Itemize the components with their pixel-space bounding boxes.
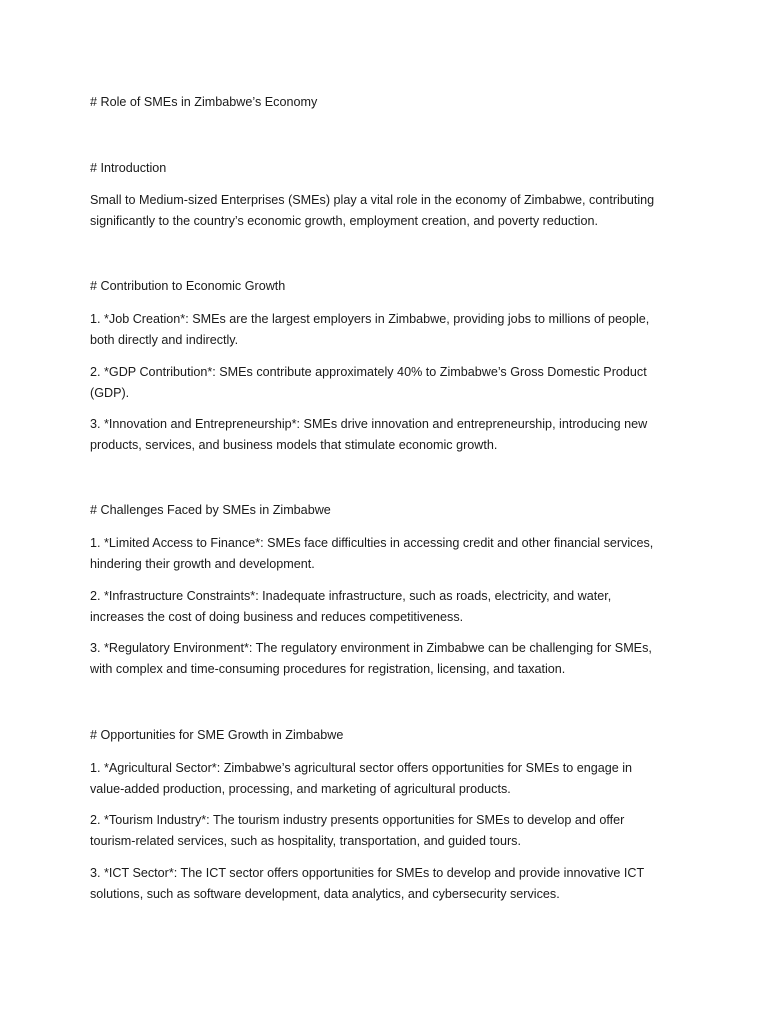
list-item <box>90 586 680 627</box>
list-item-line: 1. *Agricultural Sector*: Zimbabwe’s agricultural sector offers opportunities for SMEs to engage in <box>90 761 633 775</box>
list-item-line: 1. *Limited Access to Finance*: SMEs face difficulties in accessing credit and other financial services, <box>90 536 654 550</box>
introduction-heading: # Introduction <box>90 161 167 175</box>
list-item <box>90 309 680 350</box>
growth-heading: # Contribution to Economic Growth <box>90 279 286 293</box>
list-item-line: (GDP). <box>90 385 130 400</box>
list-item-line: increases the cost of doing business and reduces competitiveness. <box>90 609 464 624</box>
list-item-line: 3. *Regulatory Environment*: The regulatory environment in Zimbabwe can be challenging for SMEs, <box>90 641 652 655</box>
introduction-paragraph <box>90 190 680 231</box>
list-item <box>90 638 680 679</box>
list-item-line: value-added production, processing, and marketing of agricultural products. <box>90 781 511 796</box>
list-item-line: both directly and indirectly. <box>90 332 239 347</box>
list-item <box>90 810 680 851</box>
paragraph-line: Small to Medium-sized Enterprises (SMEs) play a vital role in the economy of Zimbabwe, contributing <box>90 193 655 207</box>
list-item-line: products, services, and business models that stimulate economic growth. <box>90 437 498 452</box>
paragraph-line: significantly to the country’s economic growth, employment creation, and poverty reduction. <box>90 213 598 228</box>
list-item-line: 2. *Tourism Industry*: The tourism industry presents opportunities for SMEs to develop and offer <box>90 813 625 827</box>
list-item <box>90 863 680 904</box>
list-item-line: 1. *Job Creation*: SMEs are the largest employers in Zimbabwe, providing jobs to millions of people, <box>90 312 650 326</box>
list-item-line: 3. *ICT Sector*: The ICT sector offers opportunities for SMEs to develop and provide innovative ICT <box>90 866 645 880</box>
list-item-line: 3. *Innovation and Entrepreneurship*: SMEs drive innovation and entrepreneurship, introducing new <box>90 417 648 431</box>
challenges-heading: # Challenges Faced by SMEs in Zimbabwe <box>90 503 331 517</box>
list-item-line: 2. *GDP Contribution*: SMEs contribute approximately 40% to Zimbabwe’s Gross Domestic Product <box>90 365 647 379</box>
list-item <box>90 533 680 574</box>
list-item-line: tourism-related services, such as hospitality, transportation, and guided tours. <box>90 833 521 848</box>
list-item-line: 2. *Infrastructure Constraints*: Inadequate infrastructure, such as roads, electricity, and water, <box>90 589 612 603</box>
list-item-line: solutions, such as software development, data analytics, and cybersecurity services. <box>90 886 560 901</box>
list-item <box>90 758 680 799</box>
list-item <box>90 414 680 455</box>
list-item-line: with complex and time-consuming procedures for registration, licensing, and taxation. <box>90 661 566 676</box>
opportunities-heading: # Opportunities for SME Growth in Zimbabwe <box>90 728 344 742</box>
list-item <box>90 362 680 403</box>
list-item-line: hindering their growth and development. <box>90 556 315 571</box>
document-title: # Role of SMEs in Zimbabwe’s Economy <box>90 95 318 109</box>
